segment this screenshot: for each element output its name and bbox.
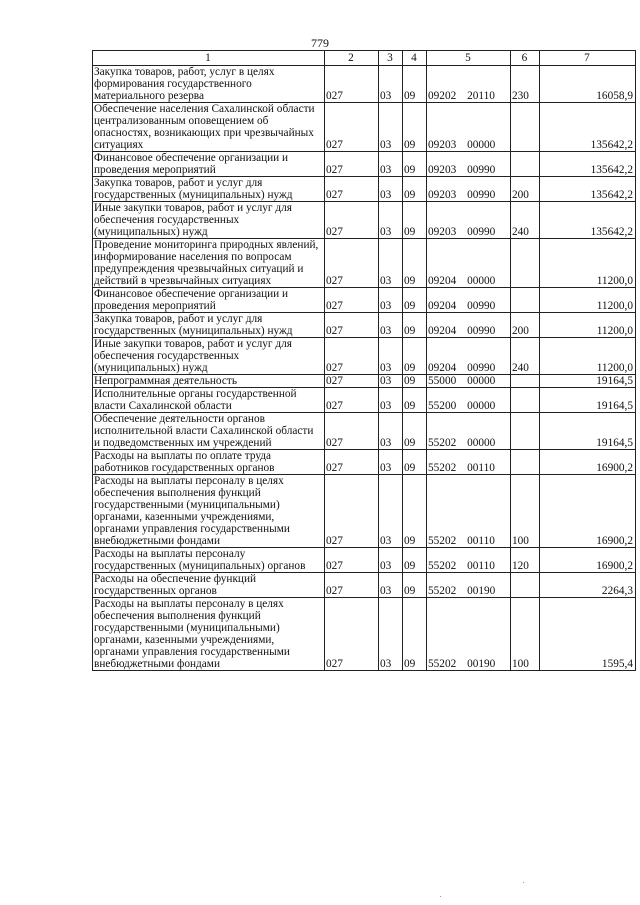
expense-type-cell: 200 [511,177,540,202]
row-name-cell: Расходы на выплаты персоналу государственных (муниципальных) органов [93,548,325,573]
column-header: 6 [511,51,540,66]
row-name-cell: Закупка товаров, работ и услуг для государственных (муниципальных) нужд [93,177,325,202]
column-header: 2 [325,51,379,66]
section-cell: 03 [379,475,403,548]
section-cell: 03 [379,413,403,450]
table-row [93,598,636,671]
amount-cell: 135642,2 [540,103,636,152]
ved-code-cell: 027 [325,388,379,413]
target-article-cell: 55202 00000 [427,413,511,450]
expense-type-cell: 200 [511,313,540,338]
expense-type-cell [511,103,540,152]
expense-type-cell: 100 [511,598,540,671]
target-article-cell: 09203 00990 [427,177,511,202]
target-article-cell: 55000 00000 [427,375,511,388]
table-row [93,313,636,338]
section-cell: 03 [379,103,403,152]
table-header-row [93,51,636,66]
ved-code-cell: 027 [325,103,379,152]
amount-cell: 135642,2 [540,152,636,177]
table-row [93,413,636,450]
column-header: 3 [379,51,403,66]
table-row [93,177,636,202]
subsection-cell: 09 [403,450,427,475]
subsection-cell: 09 [403,152,427,177]
row-name-cell: Обеспечение населения Сахалинской области централизованным оповещением об опасностях, возникающих при чрезвычайных ситуациях [93,103,325,152]
ved-code-cell: 027 [325,152,379,177]
section-cell: 03 [379,177,403,202]
table-row [93,202,636,239]
table-row [93,475,636,548]
target-article-cell: 55202 00110 [427,548,511,573]
table-row [93,450,636,475]
page-number: 779 [311,36,329,50]
target-article-cell: 09203 00990 [427,202,511,239]
table-row [93,152,636,177]
table-row [93,338,636,375]
row-name-cell: Проведение мониторинга природных явлений, информирование населения по вопросам предупреждения чрезвычайных ситуаций и действий в чрезвычайных ситуациях [93,239,325,288]
subsection-cell: 09 [403,177,427,202]
row-name-cell: Иные закупки товаров, работ и услуг для обеспечения государственных (муниципальных) нужд [93,338,325,375]
expense-type-cell: 240 [511,338,540,375]
subsection-cell: 09 [403,103,427,152]
target-article-cell: 55202 00190 [427,598,511,671]
table-row [93,239,636,288]
subsection-cell: 09 [403,375,427,388]
subsection-cell: 09 [403,573,427,598]
ved-code-cell: 027 [325,598,379,671]
ved-code-cell: 027 [325,177,379,202]
target-article-cell: 55200 00000 [427,388,511,413]
table-row [93,288,636,313]
section-cell: 03 [379,288,403,313]
ved-code-cell: 027 [325,288,379,313]
amount-cell: 11200,0 [540,288,636,313]
expense-type-cell [511,450,540,475]
table-row [93,66,636,103]
section-cell: 03 [379,573,403,598]
scan-speck [440,896,441,897]
subsection-cell: 09 [403,548,427,573]
subsection-cell: 09 [403,313,427,338]
subsection-cell: 09 [403,202,427,239]
column-header: 7 [540,51,636,66]
column-header: 1 [93,51,325,66]
expense-type-cell: 240 [511,202,540,239]
target-article-cell: 55202 00110 [427,450,511,475]
section-cell: 03 [379,239,403,288]
section-cell: 03 [379,598,403,671]
amount-cell: 135642,2 [540,177,636,202]
target-article-cell: 09202 20110 [427,66,511,103]
section-cell: 03 [379,548,403,573]
amount-cell: 11200,0 [540,313,636,338]
section-cell: 03 [379,338,403,375]
column-header: 4 [403,51,427,66]
ved-code-cell: 027 [325,313,379,338]
expense-type-cell [511,573,540,598]
expense-type-cell [511,288,540,313]
expense-type-cell: 120 [511,548,540,573]
subsection-cell: 09 [403,475,427,548]
row-name-cell: Непрограммная деятельность [93,375,325,388]
subsection-cell: 09 [403,239,427,288]
expense-type-cell [511,239,540,288]
section-cell: 03 [379,375,403,388]
amount-cell: 19164,5 [540,388,636,413]
target-article-cell: 55202 00110 [427,475,511,548]
target-article-cell: 09204 00990 [427,288,511,313]
amount-cell: 11200,0 [540,338,636,375]
row-name-cell: Закупка товаров, работ и услуг для государственных (муниципальных) нужд [93,313,325,338]
amount-cell: 16900,2 [540,548,636,573]
subsection-cell: 09 [403,66,427,103]
row-name-cell: Исполнительные органы государственной власти Сахалинской области [93,388,325,413]
row-name-cell: Обеспечение деятельности органов исполнительной власти Сахалинской области и подведомственных им учреждений [93,413,325,450]
target-article-cell: 09203 00990 [427,152,511,177]
target-article-cell: 09204 00990 [427,338,511,375]
amount-cell: 19164,5 [540,413,636,450]
row-name-cell: Финансовое обеспечение организации и проведения мероприятий [93,152,325,177]
target-article-cell: 09204 00990 [427,313,511,338]
amount-cell: 16058,9 [540,66,636,103]
column-header: 5 [427,51,511,66]
row-name-cell: Финансовое обеспечение организации и проведения мероприятий [93,288,325,313]
section-cell: 03 [379,66,403,103]
section-cell: 03 [379,313,403,338]
section-cell: 03 [379,152,403,177]
ved-code-cell: 027 [325,573,379,598]
expense-type-cell [511,375,540,388]
row-name-cell: Расходы на выплаты персоналу в целях обеспечения выполнения функций государственными (муниципальными) органами, казенными учреждениями, органами управления государственными внебюджетными фондами [93,475,325,548]
target-article-cell: 55202 00190 [427,573,511,598]
budget-table [92,50,636,671]
target-article-cell: 09203 00000 [427,103,511,152]
row-name-cell: Иные закупки товаров, работ и услуг для обеспечения государственных (муниципальных) нужд [93,202,325,239]
subsection-cell: 09 [403,598,427,671]
expense-type-cell [511,413,540,450]
scan-speck [523,882,524,883]
row-name-cell: Закупка товаров, работ, услуг в целях формирования государственного материального резерва [93,66,325,103]
ved-code-cell: 027 [325,413,379,450]
ved-code-cell: 027 [325,475,379,548]
subsection-cell: 09 [403,413,427,450]
ved-code-cell: 027 [325,239,379,288]
amount-cell: 16900,2 [540,450,636,475]
table-row [93,548,636,573]
target-article-cell: 09204 00000 [427,239,511,288]
subsection-cell: 09 [403,288,427,313]
row-name-cell: Расходы на обеспечение функций государственных органов [93,573,325,598]
amount-cell: 11200,0 [540,239,636,288]
expense-type-cell [511,152,540,177]
ved-code-cell: 027 [325,548,379,573]
amount-cell: 135642,2 [540,202,636,239]
amount-cell: 19164,5 [540,375,636,388]
amount-cell: 1595,4 [540,598,636,671]
section-cell: 03 [379,202,403,239]
table-row [93,375,636,388]
subsection-cell: 09 [403,338,427,375]
table-row [93,388,636,413]
expense-type-cell: 100 [511,475,540,548]
ved-code-cell: 027 [325,202,379,239]
table-row [93,573,636,598]
section-cell: 03 [379,450,403,475]
ved-code-cell: 027 [325,375,379,388]
row-name-cell: Расходы на выплаты персоналу в целях обеспечения выполнения функций государственными (муниципальными) органами, казенными учреждениями, органами управления государственными внебюджетными фондами [93,598,325,671]
ved-code-cell: 027 [325,338,379,375]
expense-type-cell [511,388,540,413]
amount-cell: 2264,3 [540,573,636,598]
table-row [93,103,636,152]
ved-code-cell: 027 [325,450,379,475]
section-cell: 03 [379,388,403,413]
row-name-cell: Расходы на выплаты по оплате труда работников государственных органов [93,450,325,475]
ved-code-cell: 027 [325,66,379,103]
subsection-cell: 09 [403,388,427,413]
expense-type-cell: 230 [511,66,540,103]
amount-cell: 16900,2 [540,475,636,548]
